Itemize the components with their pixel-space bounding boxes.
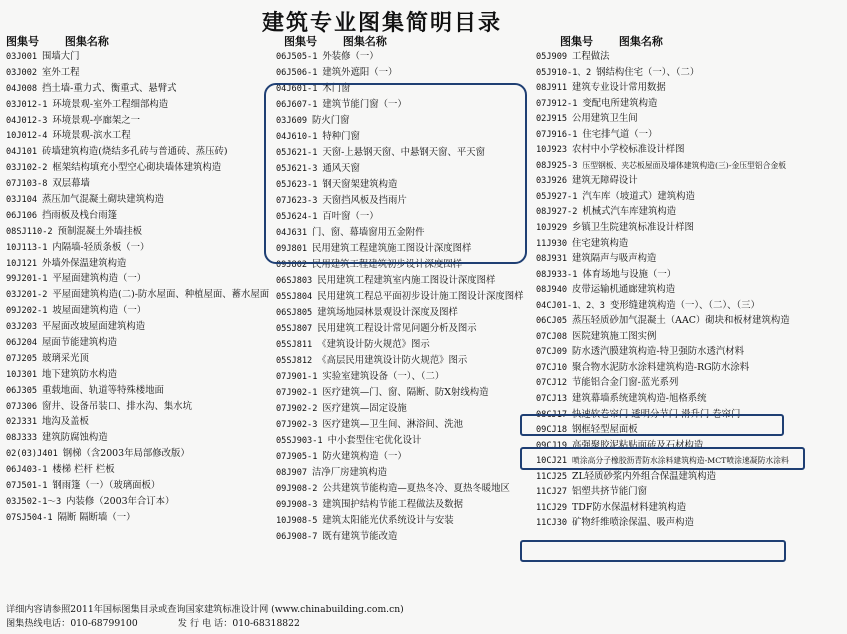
entry-name: 工程做法 [572, 51, 610, 62]
entry-code: 07J501-1 [6, 481, 48, 492]
entry-name: 防火门窗 [312, 115, 350, 126]
catalog-entry [536, 375, 836, 391]
header-code: 图集号 [6, 35, 39, 48]
entry-name: 蒸压轻质砂加气混凝土（AAC）砌块和板材建筑构造 [572, 315, 790, 327]
catalog-entry [536, 422, 836, 438]
catalog-entry [276, 161, 536, 177]
catalog-entry [276, 113, 536, 129]
entry-name: 双层幕墙 [52, 178, 90, 190]
catalog-entry [276, 417, 536, 433]
entry-name: 环境景观-室外工程细部构造 [52, 98, 169, 110]
entry-name: 公共建筑节能构造—夏热冬冷、夏热冬暖地区 [322, 483, 510, 494]
entry-code: 07J623-3 [276, 196, 318, 206]
column-header [6, 34, 276, 49]
catalog-entry [536, 500, 836, 516]
catalog-entry [536, 391, 836, 407]
entry-name: 既有建筑节能改造 [322, 531, 398, 542]
catalog-entry [6, 65, 276, 81]
entry-name: 建筑围护结构节能工程做法及数据 [322, 499, 464, 510]
catalog-entry [536, 80, 836, 96]
entry-name: 高强聚胶泥粘贴面砖及石材构造 [572, 439, 704, 451]
catalog-entry [536, 220, 836, 236]
entry-code: 07J916-1 [536, 129, 578, 140]
catalog-entry [276, 369, 536, 385]
catalog-entry [6, 271, 276, 287]
header-name: 图集名称 [64, 35, 109, 48]
entry-code: 10J923 [536, 145, 568, 156]
entry-code: 05J624-1 [276, 212, 318, 222]
entry-code: 06J204 [6, 338, 38, 349]
entry-code: 02(03)J401 [6, 449, 58, 460]
catalog-entry [276, 449, 536, 465]
entry-name: 钢梯（含2003年局部修改版） [62, 448, 190, 460]
catalog-entry [6, 81, 276, 97]
entry-name: 框架结构填充小型空心砌块墙体建筑构造 [52, 162, 222, 174]
catalog-entry [6, 462, 276, 478]
entry-code: 99J201-1 [6, 274, 48, 285]
catalog-entry [276, 257, 536, 273]
catalog-entry [6, 494, 276, 510]
entry-name: 防水透汽膜建筑构造-特卫强防水透汽材料 [572, 346, 744, 358]
entry-name: 门、窗、幕墙窗用五金附件 [312, 227, 425, 238]
entry-code: 06J106 [6, 210, 38, 221]
entry-code: 05J927-1 [536, 191, 578, 202]
entry-code: 04J101 [6, 147, 38, 158]
entry-name: 平屋面改坡屋面建筑构造 [42, 321, 146, 333]
header-name: 图集名称 [618, 35, 663, 48]
catalog-entry [6, 430, 276, 446]
entry-name: 建筑专业设计常用数据 [572, 82, 666, 94]
sales-number: 010-68318822 [232, 618, 300, 629]
entry-name: 建筑隔声与吸声构造 [572, 253, 657, 265]
entry-code: 07J905-1 [276, 452, 318, 462]
entry-name: 重载地面、轨道等特殊楼地面 [42, 384, 164, 396]
entry-name: 围墙大门 [42, 51, 80, 62]
entry-name: 变配电所建筑构造 [582, 97, 658, 109]
entry-code: 10J012-4 [6, 131, 48, 142]
entry-code: 07CJ08 [536, 331, 568, 342]
entry-name: 变形缝建筑构造（一）、（二）、（三） [609, 299, 760, 311]
sales-label: 发 行 电 话： [177, 618, 233, 629]
entry-code: 08J927-2 [536, 207, 578, 218]
entry-code: 03J001 [6, 52, 38, 62]
entry-code: 07J902-2 [276, 404, 318, 414]
catalog-entry [276, 513, 536, 529]
catalog-entry [6, 128, 276, 144]
entry-code: 09J908-3 [276, 500, 318, 510]
hotline-label: 图集热线电话： [6, 618, 71, 629]
entry-code: 06J908-7 [276, 532, 318, 542]
entry-name: 压型钢板、夹芯板屋面及墙体建筑构造(三)-金压型铝合金板 [582, 160, 787, 170]
entry-code: 03J502-1～3 [6, 496, 62, 507]
catalog-column-2 [276, 34, 536, 545]
entry-name: 中小套型住宅优化设计 [327, 435, 422, 446]
catalog-entry [6, 510, 276, 526]
entry-code: 09J908-2 [276, 484, 318, 494]
catalog-entry [276, 481, 536, 497]
entry-code: 11CJ30 [536, 518, 568, 529]
catalog-entry [276, 81, 536, 97]
entry-name: 地沟及盖板 [42, 416, 89, 428]
catalog-entry [276, 209, 536, 225]
entry-code: 10J908-5 [276, 516, 318, 526]
entry-name: 民用建筑工程总平面初步设计施工图设计深度图样 [317, 291, 524, 302]
entry-name: 天窗挡风板及挡雨片 [322, 195, 407, 206]
entry-name: 挡土墙-重力式、衡重式、悬臂式 [42, 82, 177, 94]
catalog-entry [536, 313, 836, 329]
entry-code: 06J403-1 [6, 465, 48, 476]
entry-code: 07J902-3 [276, 420, 318, 430]
entry-name: 医疗建筑—门、窗、隔断、防X射线构造 [322, 387, 489, 398]
entry-name: 铝塑共挤节能门窗 [572, 486, 648, 498]
catalog-entry [536, 329, 836, 345]
entry-code: 05J910-1、2 [536, 67, 592, 78]
entry-code: 08SJ110-2 [6, 226, 53, 237]
catalog-entry [536, 251, 836, 267]
entry-code: 07SJ504-1 [6, 512, 53, 523]
catalog-entry [6, 176, 276, 192]
catalog-entry [276, 273, 536, 289]
entry-name: 公用建筑卫生间 [572, 113, 638, 125]
entry-code: 08J911 [536, 83, 568, 94]
entry-code: 10J929 [536, 223, 568, 234]
catalog-entry [536, 236, 836, 252]
catalog-entry [6, 335, 276, 351]
entry-code: 10J301 [6, 369, 38, 380]
catalog-entry [6, 160, 276, 176]
entry-code: 06SJ805 [276, 308, 313, 318]
catalog-entry [276, 145, 536, 161]
entry-code: 09CJ19 [536, 440, 568, 451]
catalog-entry [276, 385, 536, 401]
entry-code: 04J631 [276, 228, 308, 238]
entry-name: 环境景观-亭廊架之一 [52, 114, 140, 126]
entry-name: 外墙外保温建筑构造 [42, 257, 127, 269]
footer-note: 详细内容请参照2011年国标图集目录或查询国家建筑标准设计网 (www.chinabuilding.com.cn) [6, 604, 404, 615]
catalog-entry [6, 319, 276, 335]
entry-name: 体育场地与设施（一） [582, 268, 677, 280]
catalog-entry [536, 127, 836, 143]
catalog-entry [6, 192, 276, 208]
entry-name: 坡屋面建筑构造（一） [52, 305, 147, 317]
entry-code: 04J610-1 [276, 132, 318, 142]
entry-name: 窗井、设备吊装口、排水沟、集水坑 [42, 400, 193, 412]
entry-name: 地下建筑防水构造 [42, 368, 118, 380]
catalog-entry [6, 399, 276, 415]
entry-name: 百叶窗（一） [322, 211, 379, 222]
entry-code: 09CJ18 [536, 425, 568, 436]
entry-code: 07J901-1 [276, 372, 318, 382]
entry-code: 04J012-3 [6, 115, 48, 126]
header-code: 图集号 [284, 35, 317, 48]
catalog-entry [6, 256, 276, 272]
entry-code: 11CJ29 [536, 502, 568, 513]
entry-name: 聚合物水泥防水涂料建筑构造-RG防水涂料 [572, 361, 750, 373]
entry-code: 02J331 [6, 417, 38, 428]
entry-code: 03J203 [6, 322, 38, 333]
entry-code: 03J002 [6, 67, 38, 78]
entry-code: 10J113-1 [6, 242, 48, 253]
entry-name: 钢雨篷（一）（玻璃面板） [52, 480, 161, 492]
highlight-box-11CJ27 [520, 540, 786, 562]
entry-name: 特种门窗 [322, 131, 360, 142]
entry-name: 天窗-上悬钢天窗、中悬钢天窗、平天窗 [322, 147, 485, 158]
catalog-entry [276, 321, 536, 337]
entry-name: 住宅建筑构造 [572, 237, 629, 249]
entry-name: 医疗建筑—固定设施 [322, 403, 407, 414]
entry-code: 11CJ27 [536, 487, 568, 498]
entry-name: 喷涂高分子橡胶沥青防水涂料建筑构造-MCT喷涂速凝防水涂料 [572, 456, 789, 466]
entry-name: 建筑场地园林景观设计深度及图样 [317, 307, 458, 318]
entry-code: 06J506-1 [276, 68, 318, 78]
catalog-entry [536, 96, 836, 112]
entry-code: 05SJ807 [276, 324, 313, 334]
entry-code: 03J012-1 [6, 99, 48, 110]
catalog-entry [276, 401, 536, 417]
entry-name: 节能铝合金门窗-蓝光系列 [572, 377, 679, 389]
entry-name: 平屋面建筑构造（一） [52, 273, 147, 285]
entry-name: 钢天窗架建筑构造 [322, 179, 398, 190]
catalog-entry [536, 407, 836, 423]
entry-name: 实验室建筑设备（一）、（二） [322, 371, 445, 382]
catalog-entry [276, 65, 536, 81]
entry-name: 汽车库（坡道式）建筑构造 [582, 190, 695, 202]
entry-name: 木门窗 [322, 83, 351, 94]
catalog-entry [276, 305, 536, 321]
catalog-entry [276, 337, 536, 353]
catalog-entry [6, 49, 276, 65]
entry-name: 屋面节能建筑构造 [42, 337, 118, 349]
footer-phones [6, 615, 300, 629]
catalog-entry [276, 497, 536, 513]
entry-name: 建筑节能门窗（一） [322, 99, 407, 110]
catalog-entry [276, 465, 536, 481]
entry-code: 07CJ10 [536, 362, 568, 373]
entry-name: 《建筑设计防火规范》图示 [317, 339, 430, 350]
entry-code: 10CJ21 [536, 456, 568, 467]
entry-name: 快速软卷帘门 透明分节门 滑升门 卷帘门 [572, 408, 741, 420]
entry-code: 07CJ09 [536, 347, 568, 358]
catalog-entry [276, 433, 536, 449]
entry-code: 07J912-1 [536, 98, 578, 109]
entry-code: 03J201-2 [6, 290, 48, 301]
entry-code: 03J104 [6, 195, 38, 206]
entry-code: 02J915 [536, 114, 568, 125]
catalog-column-3 [536, 34, 836, 531]
entry-code: 08J907 [276, 468, 308, 478]
catalog-entry [536, 189, 836, 205]
entry-code: 08J933-1 [536, 269, 578, 280]
catalog-entry [536, 360, 836, 376]
entry-name: 隔断 隔断墙（一） [57, 511, 136, 523]
entry-name: 通风天窗 [322, 163, 360, 174]
entry-code: 04J601-1 [276, 84, 318, 94]
entry-name: 建筑无障碍设计 [572, 175, 638, 187]
entry-code: 03J926 [536, 176, 568, 187]
catalog-entry [536, 453, 836, 469]
entry-name: 医疗建筑—卫生间、淋浴间、洗池 [322, 419, 464, 430]
catalog-entry [6, 97, 276, 113]
entry-name: 建筑外遮阳（一） [322, 67, 398, 78]
entry-code: 10J121 [6, 258, 38, 269]
catalog-entry [536, 204, 836, 220]
entry-name: TDF防水保温材料建筑构造 [572, 501, 687, 513]
entry-name: 外装修（一） [322, 51, 379, 62]
entry-code: 06J305 [6, 385, 38, 396]
entry-code: 04CJ01-1、2、3 [536, 300, 605, 311]
entry-code: 06SJ803 [276, 276, 313, 286]
entry-name: 皮带运输机通廊建筑构造 [572, 284, 676, 296]
column-header [536, 34, 836, 49]
entry-code: 07J205 [6, 353, 38, 364]
catalog-entry [536, 344, 836, 360]
catalog-entry [6, 446, 276, 462]
entry-name: 挡雨板及栈台雨篷 [42, 209, 118, 221]
entry-name: 建筑防腐蚀构造 [42, 432, 108, 444]
catalog-entry [536, 142, 836, 158]
entry-name: 民用建筑工程建筑室内施工图设计深度图样 [317, 275, 496, 286]
entry-name: 内隔墙-轻质条板（一） [52, 241, 150, 253]
entry-code: 08J333 [6, 433, 38, 444]
catalog-entry [536, 515, 836, 531]
entry-code: 06J505-1 [276, 52, 318, 62]
catalog-entry [6, 383, 276, 399]
catalog-entry [276, 129, 536, 145]
header-code: 图集号 [560, 35, 593, 48]
entry-name: 民用建筑工程建筑初步设计深度图样 [312, 259, 463, 270]
catalog-entry [536, 158, 836, 174]
catalog-entry [536, 173, 836, 189]
catalog-entry [276, 289, 536, 305]
catalog-column-1 [6, 34, 276, 526]
entry-code: 08J940 [536, 285, 568, 296]
page-title: 建筑专业图集简明目录 [262, 10, 503, 36]
entry-code: 05SJ811 [276, 340, 313, 350]
entry-code: 03J609 [276, 116, 308, 126]
catalog-entry [6, 208, 276, 224]
entry-code: 05SJ812 [276, 356, 313, 366]
header-name: 图集名称 [342, 35, 387, 48]
entry-code: 09J802 [276, 260, 308, 270]
catalog-entry [6, 351, 276, 367]
entry-name: 钢结构住宅（一）、（二） [596, 66, 700, 78]
entry-name: 楼梯 栏杆 栏板 [52, 464, 115, 476]
catalog-entry [6, 240, 276, 256]
catalog-entry [536, 484, 836, 500]
entry-name: 玻璃采光顶 [42, 352, 89, 364]
entry-name: ZL轻质砂浆内外组合保温建筑构造 [572, 470, 717, 482]
catalog-entry [6, 478, 276, 494]
catalog-entry [276, 353, 536, 369]
entry-name: 环境景观-滨水工程 [52, 130, 131, 142]
entry-name: 矿物纤维喷涂保温、吸声构造 [572, 517, 694, 529]
entry-code: 05SJ804 [276, 292, 313, 302]
entry-name: 建筑幕墙系统建筑构造-旭格系统 [572, 393, 707, 405]
catalog-entry [276, 97, 536, 113]
catalog-entry [536, 469, 836, 485]
entry-code: 07CJ13 [536, 394, 568, 405]
catalog-entry [536, 298, 836, 314]
catalog-entry [536, 282, 836, 298]
entry-code: 05J623-1 [276, 180, 318, 190]
catalog-entry [6, 224, 276, 240]
entry-code: 09J801 [276, 244, 308, 254]
catalog-entry [6, 367, 276, 383]
entry-code: 05J909 [536, 52, 568, 62]
entry-code: 09J202-1 [6, 306, 48, 317]
entry-name: 蒸压加气混凝土砌块建筑构造 [42, 194, 164, 206]
hotline-number: 010-68799100 [70, 618, 138, 629]
catalog-entry [6, 287, 276, 303]
entry-code: 07J103-8 [6, 179, 48, 190]
entry-code: 05J621-1 [276, 148, 318, 158]
entry-code: 06J607-1 [276, 100, 318, 110]
entry-code: 03J102-2 [6, 163, 48, 174]
entry-name: 洁净厂房建筑构造 [312, 467, 388, 478]
catalog-entry [276, 193, 536, 209]
entry-code: 06CJ05 [536, 316, 568, 327]
catalog-entry [276, 529, 536, 545]
entry-name: 内装修（2003年合订本） [66, 495, 175, 507]
entry-name: 砖墙建筑构造(烧结多孔砖与普通砖、蒸压砖) [42, 146, 228, 158]
entry-code: 08J925-3 [536, 160, 578, 171]
catalog-entry [6, 144, 276, 160]
catalog-entry [536, 65, 836, 81]
entry-name: 住宅排气道（一） [582, 128, 658, 140]
catalog-entry [276, 241, 536, 257]
entry-name: 乡镇卫生院建筑标准设计样图 [572, 222, 694, 234]
entry-name: 民用建筑工程设计常见问题分析及图示 [317, 323, 477, 334]
entry-code: 11CJ25 [536, 471, 568, 482]
entry-name: 预制混凝土外墙挂板 [57, 225, 142, 237]
catalog-entry [536, 111, 836, 127]
entry-name: 室外工程 [42, 66, 80, 78]
catalog-entry [6, 414, 276, 430]
entry-code: 08CJ17 [536, 409, 568, 420]
entry-name: 农村中小学校标准设计样图 [572, 144, 685, 156]
entry-name: 《高层民用建筑设计防火规范》图示 [317, 355, 468, 366]
entry-code: 08J931 [536, 254, 568, 265]
entry-name: 平屋面建筑构造(二)-防水屋面、种植屋面、蓄水屋面 [52, 289, 270, 301]
column-header [276, 34, 536, 49]
entry-code: 07J902-1 [276, 388, 318, 398]
entry-code: 04J008 [6, 83, 38, 94]
catalog-entry [536, 267, 836, 283]
entry-name: 民用建筑工程建筑施工图设计深度图样 [312, 243, 472, 254]
entry-name: 防火建筑构造（一） [322, 451, 407, 462]
catalog-entry [276, 177, 536, 193]
entry-code: 07J306 [6, 401, 38, 412]
catalog-entry [536, 438, 836, 454]
entry-code: 05J621-3 [276, 164, 318, 174]
entry-code: 05SJ903-1 [276, 436, 323, 446]
catalog-entry [276, 49, 536, 65]
catalog-entry [6, 113, 276, 129]
catalog-entry [536, 49, 836, 65]
entry-name: 钢框轻型屋面板 [572, 424, 638, 436]
catalog-entry [276, 225, 536, 241]
entry-code: 07CJ12 [536, 378, 568, 389]
entry-name: 机械式汽车库建筑构造 [582, 206, 677, 218]
entry-name: 医院建筑施工图实例 [572, 330, 657, 342]
entry-code: 11J930 [536, 238, 568, 249]
catalog-entry [6, 303, 276, 319]
entry-name: 建筑太阳能光伏系统设计与安装 [322, 515, 454, 526]
